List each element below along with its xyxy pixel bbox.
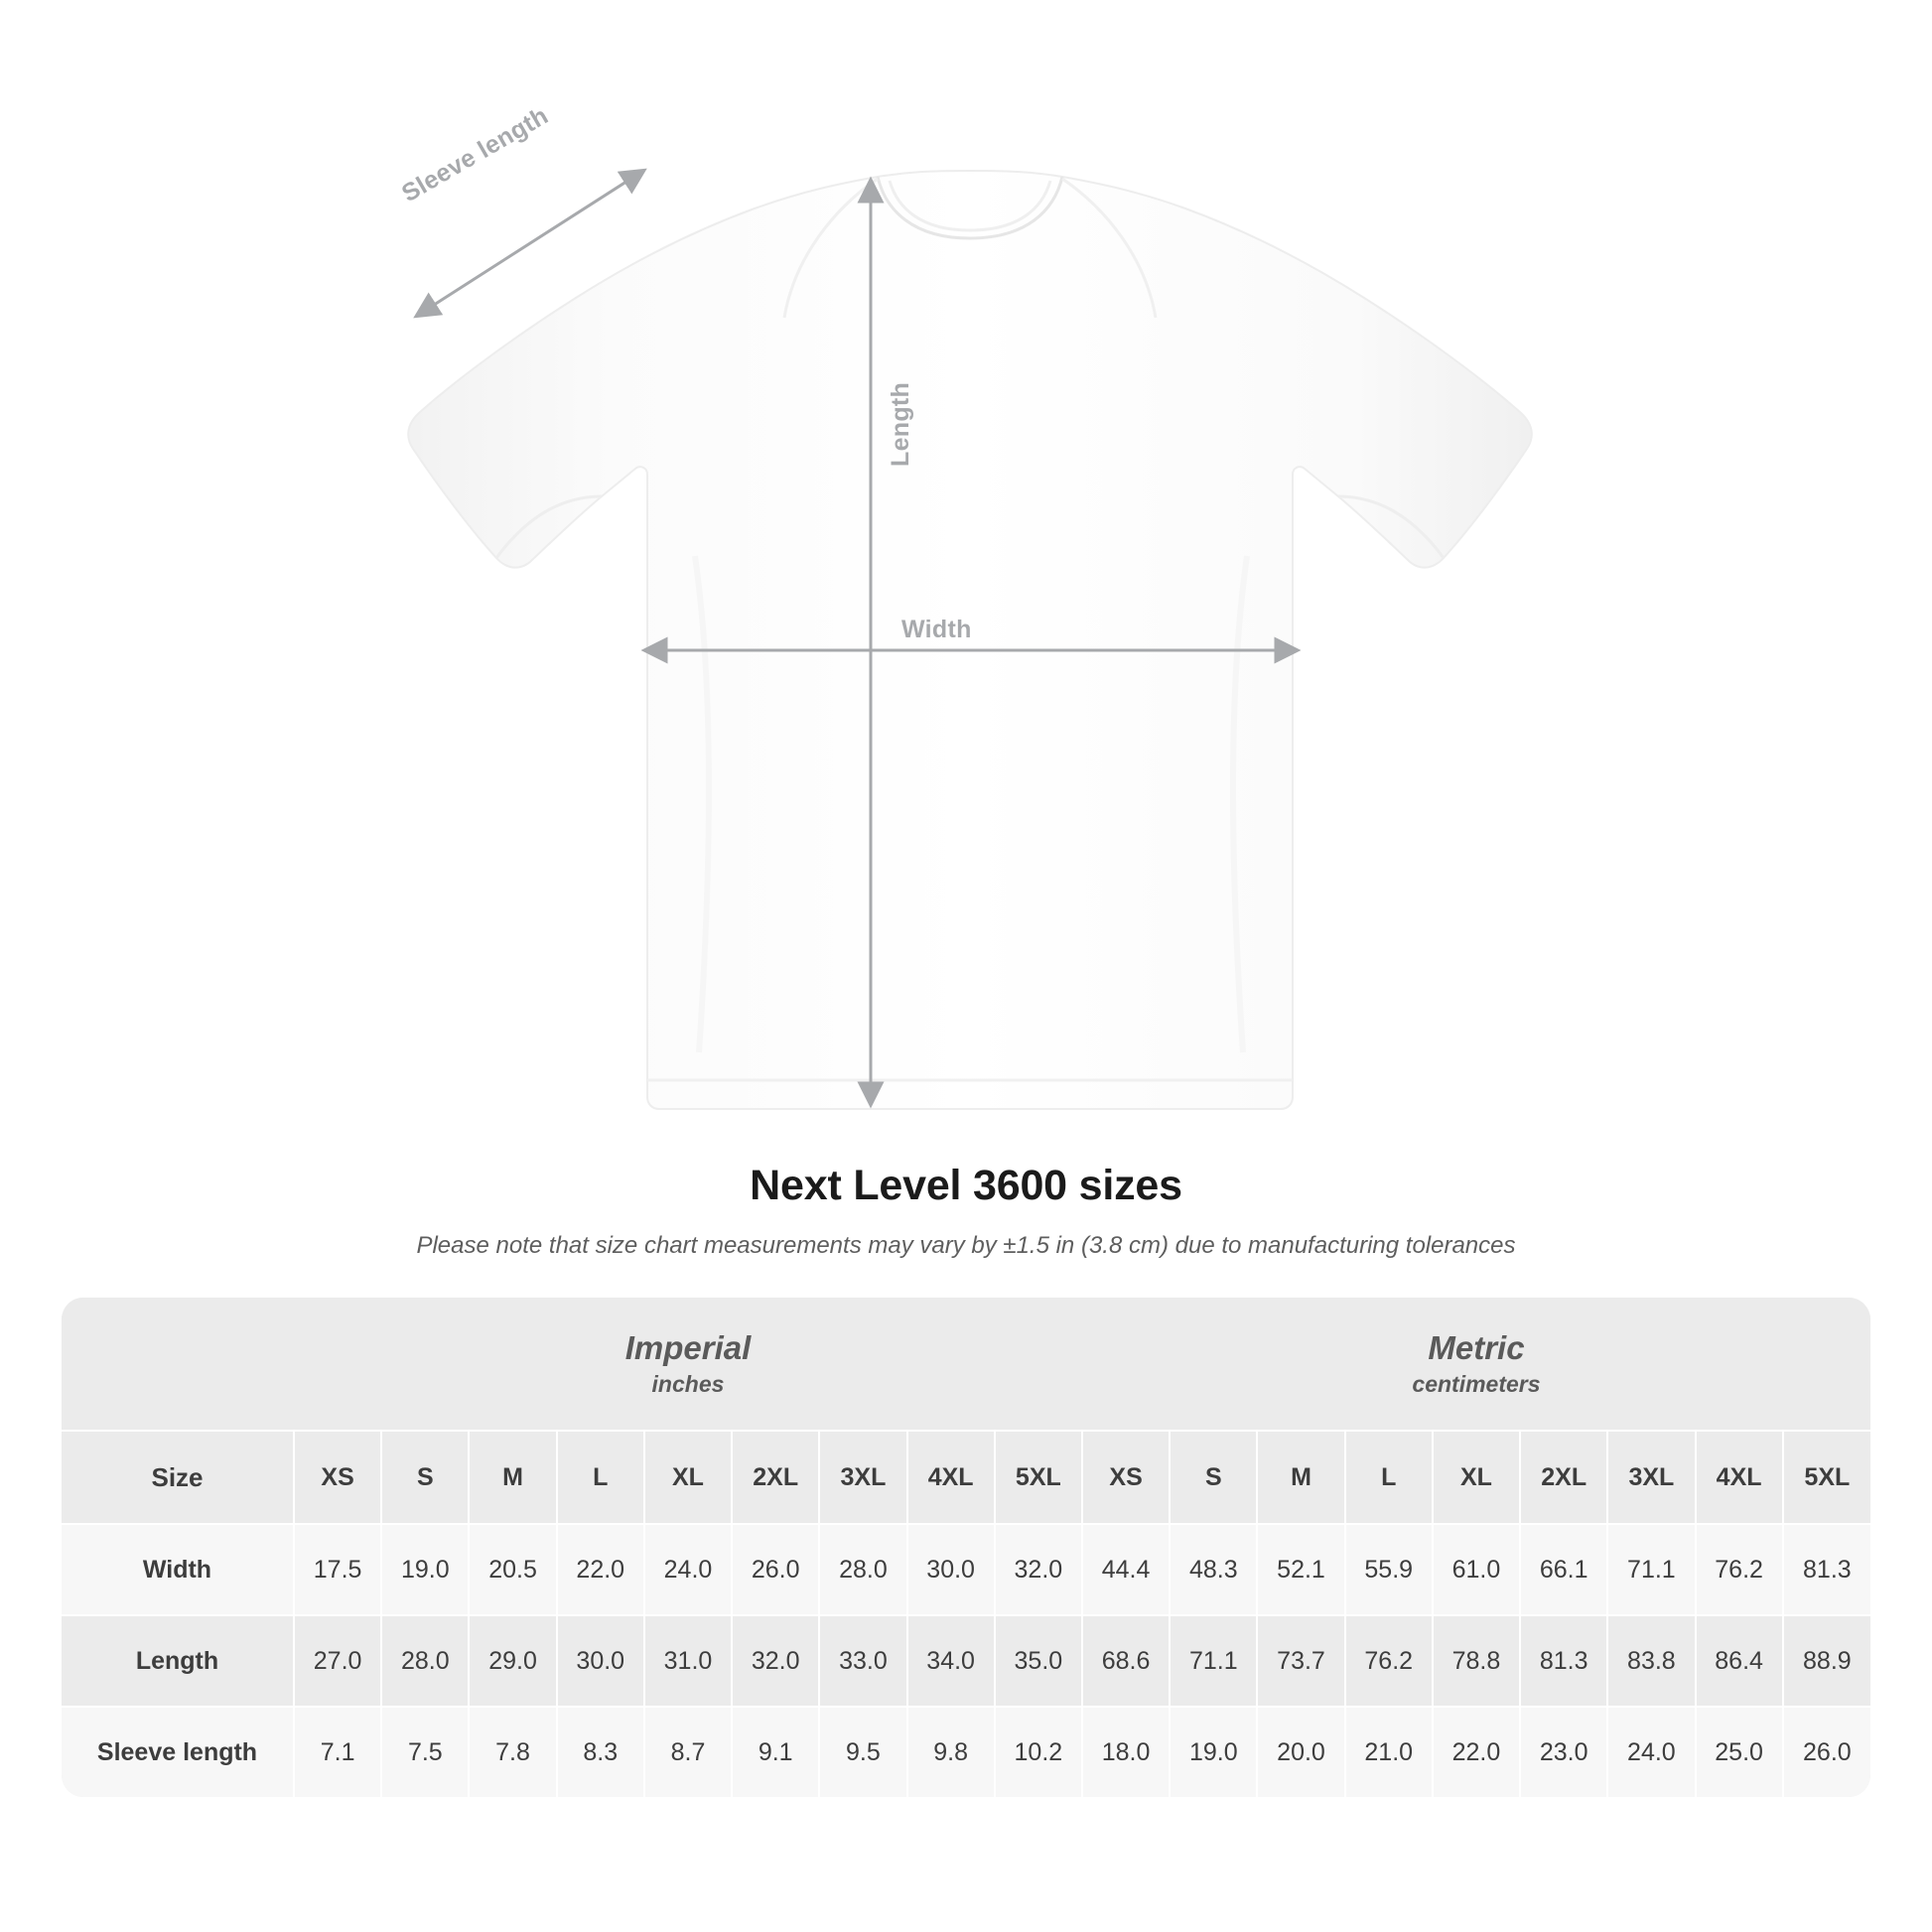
table-cell: 19.0 — [1170, 1707, 1257, 1797]
size-table-body — [62, 1524, 1870, 1797]
table-cell: 81.3 — [1783, 1524, 1870, 1615]
unit-header-metric — [1082, 1298, 1870, 1431]
tolerance-note: Please note that size chart measurements may vary by ±1.5 in (3.8 cm) due to manufacturing tolerances — [416, 1232, 1516, 1259]
unit-header-row — [62, 1298, 1870, 1431]
table-cell: 22.0 — [1433, 1707, 1520, 1797]
table-cell: 9.8 — [907, 1707, 995, 1797]
table-cell: 26.0 — [1783, 1707, 1870, 1797]
table-cell: 7.1 — [294, 1707, 381, 1797]
table-cell: 21.0 — [1345, 1707, 1433, 1797]
size-column-imperial-xl: XL — [644, 1431, 732, 1524]
table-cell: 44.4 — [1082, 1524, 1170, 1615]
table-row — [62, 1707, 1870, 1797]
unit-name-metric: Metric — [1428, 1328, 1525, 1366]
size-table — [62, 1298, 1870, 1797]
table-cell: 48.3 — [1170, 1524, 1257, 1615]
table-cell: 20.5 — [469, 1524, 556, 1615]
size-column-metric-xl: XL — [1433, 1431, 1520, 1524]
page-title: Next Level 3600 sizes — [750, 1162, 1182, 1209]
table-cell: 61.0 — [1433, 1524, 1520, 1615]
size-column-imperial-xs: XS — [294, 1431, 381, 1524]
table-cell: 55.9 — [1345, 1524, 1433, 1615]
table-cell: 23.0 — [1520, 1707, 1607, 1797]
table-cell: 78.8 — [1433, 1615, 1520, 1707]
size-column-metric-2xl: 2XL — [1520, 1431, 1607, 1524]
table-cell: 28.0 — [819, 1524, 906, 1615]
title-block — [0, 1162, 1932, 1260]
row-label: Length — [62, 1615, 294, 1707]
row-label: Width — [62, 1524, 294, 1615]
table-cell: 17.5 — [294, 1524, 381, 1615]
table-cell: 8.3 — [557, 1707, 644, 1797]
size-column-imperial-4xl: 4XL — [907, 1431, 995, 1524]
table-cell: 35.0 — [995, 1615, 1082, 1707]
table-cell: 10.2 — [995, 1707, 1082, 1797]
table-cell: 66.1 — [1520, 1524, 1607, 1615]
table-cell: 30.0 — [907, 1524, 995, 1615]
table-cell: 9.5 — [819, 1707, 906, 1797]
table-cell: 20.0 — [1257, 1707, 1344, 1797]
size-column-imperial-5xl: 5XL — [995, 1431, 1082, 1524]
table-cell: 22.0 — [557, 1524, 644, 1615]
size-column-imperial-m: M — [469, 1431, 556, 1524]
table-cell: 32.0 — [995, 1524, 1082, 1615]
table-cell: 18.0 — [1082, 1707, 1170, 1797]
table-cell: 24.0 — [1607, 1707, 1695, 1797]
table-cell: 52.1 — [1257, 1524, 1344, 1615]
unit-header-spacer — [62, 1298, 294, 1431]
table-cell: 29.0 — [469, 1615, 556, 1707]
table-cell: 7.5 — [381, 1707, 469, 1797]
table-cell: 30.0 — [557, 1615, 644, 1707]
unit-sub-metric: centimeters — [1412, 1371, 1541, 1398]
size-column-header: Size — [62, 1431, 294, 1524]
table-cell: 86.4 — [1696, 1615, 1783, 1707]
unit-name-imperial: Imperial — [624, 1328, 752, 1366]
size-column-metric-m: M — [1257, 1431, 1344, 1524]
table-cell: 81.3 — [1520, 1615, 1607, 1707]
table-cell: 32.0 — [732, 1615, 819, 1707]
table-cell: 28.0 — [381, 1615, 469, 1707]
row-label: Sleeve length — [62, 1707, 294, 1797]
table-cell: 26.0 — [732, 1524, 819, 1615]
size-column-imperial-l: L — [557, 1431, 644, 1524]
table-cell: 76.2 — [1345, 1615, 1433, 1707]
sleeve-length-label: Sleeve length — [397, 101, 553, 208]
size-column-metric-4xl: 4XL — [1696, 1431, 1783, 1524]
size-column-imperial-3xl: 3XL — [819, 1431, 906, 1524]
length-label: Length — [887, 381, 914, 467]
table-cell: 68.6 — [1082, 1615, 1170, 1707]
table-cell: 33.0 — [819, 1615, 906, 1707]
size-column-metric-5xl: 5XL — [1783, 1431, 1870, 1524]
table-cell: 34.0 — [907, 1615, 995, 1707]
unit-sub-imperial: inches — [651, 1371, 725, 1398]
size-column-metric-s: S — [1170, 1431, 1257, 1524]
size-column-metric-xs: XS — [1082, 1431, 1170, 1524]
table-cell: 76.2 — [1696, 1524, 1783, 1615]
table-cell: 31.0 — [644, 1615, 732, 1707]
table-cell: 24.0 — [644, 1524, 732, 1615]
table-cell: 71.1 — [1170, 1615, 1257, 1707]
table-cell: 71.1 — [1607, 1524, 1695, 1615]
size-column-imperial-s: S — [381, 1431, 469, 1524]
size-header-row — [62, 1431, 1870, 1524]
table-cell: 9.1 — [732, 1707, 819, 1797]
table-row — [62, 1524, 1870, 1615]
table-cell: 27.0 — [294, 1615, 381, 1707]
unit-header-imperial — [294, 1298, 1082, 1431]
table-cell: 25.0 — [1696, 1707, 1783, 1797]
table-cell: 73.7 — [1257, 1615, 1344, 1707]
size-table-wrapper — [62, 1298, 1870, 1797]
table-cell: 83.8 — [1607, 1615, 1695, 1707]
width-label: Width — [901, 616, 972, 643]
table-row — [62, 1615, 1870, 1707]
table-cell: 88.9 — [1783, 1615, 1870, 1707]
table-cell: 19.0 — [381, 1524, 469, 1615]
table-cell: 8.7 — [644, 1707, 732, 1797]
size-column-imperial-2xl: 2XL — [732, 1431, 819, 1524]
size-column-metric-l: L — [1345, 1431, 1433, 1524]
table-cell: 7.8 — [469, 1707, 556, 1797]
size-column-metric-3xl: 3XL — [1607, 1431, 1695, 1524]
